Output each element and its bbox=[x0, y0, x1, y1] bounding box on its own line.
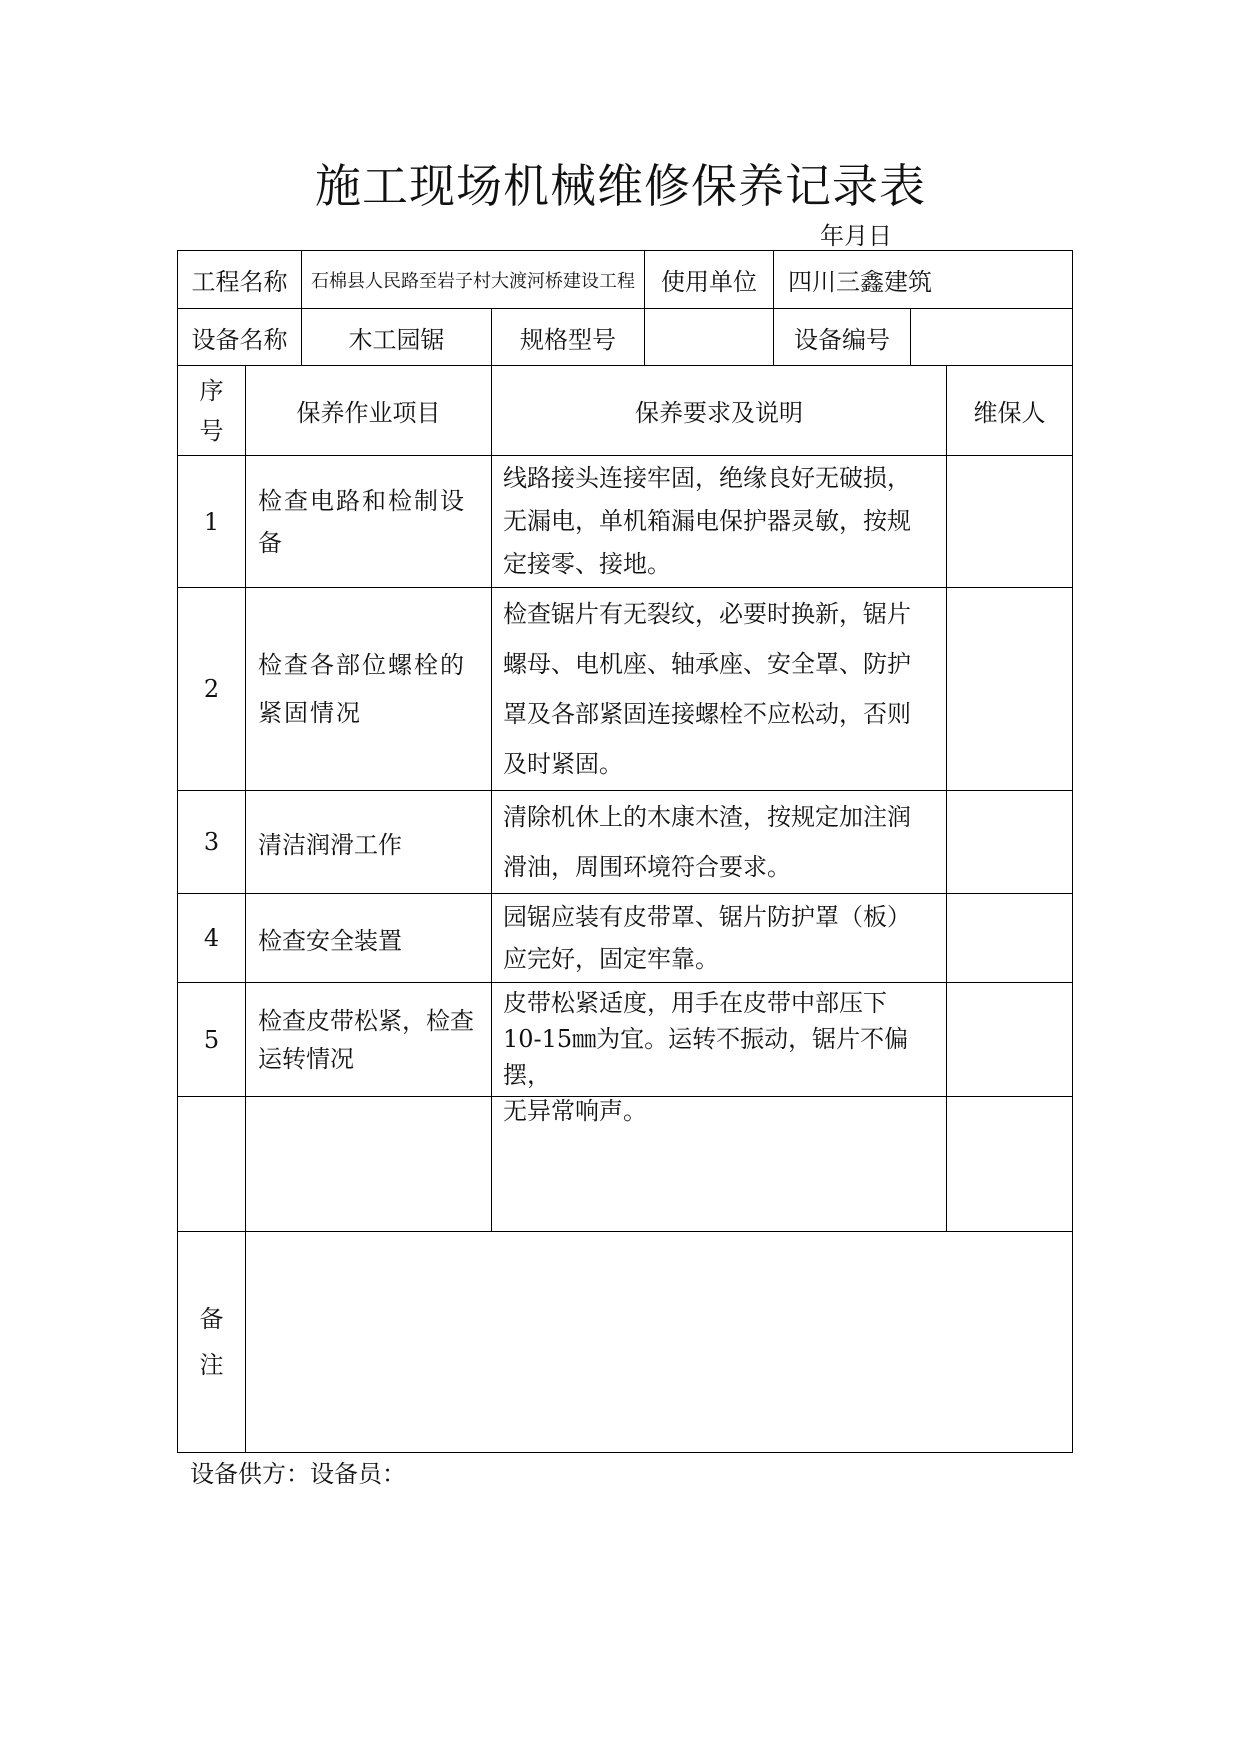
row-5-seq: 5 bbox=[203, 1025, 220, 1054]
row-5-item-line: 运转情况 bbox=[258, 1044, 354, 1073]
date-label: 年月日 bbox=[820, 222, 892, 250]
equipment-no-label: 设备编号 bbox=[794, 325, 890, 354]
equipment-no-value bbox=[911, 309, 1072, 365]
row-5-item bbox=[258, 983, 488, 1096]
row-2-seq: 2 bbox=[203, 675, 220, 703]
row-1-item-line: 备 bbox=[258, 528, 284, 557]
row-3-maintainer bbox=[947, 791, 1072, 893]
row-5-requirement-line: 10-15㎜为宜。运转不振动，锯片不偏摆， bbox=[503, 1025, 909, 1089]
row-1-item-line: 检查电路和检制设 bbox=[258, 486, 466, 515]
row-3-seq: 3 bbox=[203, 828, 220, 856]
row-1-item bbox=[258, 456, 488, 587]
row-4-requirement bbox=[503, 894, 943, 982]
remarks-label-line1: 备 bbox=[199, 1305, 224, 1333]
row-5-item-line: 检查皮带松紧，检查 bbox=[258, 1006, 474, 1035]
footer-signatures: 设备供方：设备员： bbox=[190, 1460, 406, 1488]
page-title: 施工现场机械维修保养记录表 bbox=[315, 159, 926, 213]
row-1-seq: 1 bbox=[203, 507, 220, 536]
column-header-item: 保养作业项目 bbox=[296, 399, 441, 427]
row-2-requirement-line: 螺母、电机座、轴承座、安全罩、防护 bbox=[503, 650, 911, 678]
row-1-requirement bbox=[503, 456, 943, 587]
row-3-item-line: 清洁润滑工作 bbox=[258, 830, 402, 859]
row-1-maintainer bbox=[947, 456, 1072, 587]
row-3-requirement bbox=[503, 791, 943, 893]
row-2-requirement-line: 罩及各部紧固连接螺栓不应松动，否则 bbox=[503, 700, 911, 728]
remarks-label bbox=[178, 1232, 245, 1452]
model-value bbox=[645, 309, 773, 365]
column-header-seq bbox=[178, 366, 245, 455]
user-unit-label: 使用单位 bbox=[661, 268, 757, 296]
row-5-requirement-line: 皮带松紧适度，用手在皮带中部压下 bbox=[503, 989, 887, 1017]
row-2-requirement-line: 及时紧固。 bbox=[503, 750, 623, 778]
equipment-name-label: 设备名称 bbox=[191, 325, 288, 354]
user-unit-value: 四川三鑫建筑 bbox=[788, 268, 932, 296]
row-5-maintainer bbox=[947, 983, 1072, 1096]
row-2-maintainer bbox=[947, 588, 1072, 790]
row-4-requirement-line: 应完好，固定牢靠。 bbox=[503, 945, 719, 973]
row-3-requirement-line: 滑油，周围环境符合要求。 bbox=[503, 853, 791, 881]
project-name-value: 石棉县人民路至岩子村大渡河桥建设工程 bbox=[311, 270, 635, 292]
row-2-requirement bbox=[503, 588, 943, 790]
row-3-requirement-line: 清除机休上的木康木渣，按规定加注润 bbox=[503, 803, 911, 831]
remarks-content bbox=[246, 1232, 1072, 1452]
model-label: 规格型号 bbox=[520, 325, 616, 354]
row-4-maintainer bbox=[947, 894, 1072, 982]
row-2-requirement-line: 检查锯片有无裂纹，必要时换新，锯片 bbox=[503, 600, 911, 628]
row-4-seq: 4 bbox=[203, 924, 220, 952]
row-2-item bbox=[258, 588, 488, 790]
column-header-maintainer: 维保人 bbox=[973, 399, 1046, 427]
row-1-requirement-line: 线路接头连接牢固，绝缘良好无破损， bbox=[503, 464, 911, 492]
remarks-label-line2: 注 bbox=[199, 1351, 224, 1379]
row-4-requirement-line: 园锯应装有皮带罩、锯片防护罩（板） bbox=[503, 903, 911, 931]
column-header-requirement: 保养要求及说明 bbox=[635, 399, 803, 427]
row-4-item-line: 检查安全装置 bbox=[258, 926, 402, 955]
row-1-requirement-line: 无漏电，单机箱漏电保护器灵敏，按规 bbox=[503, 507, 911, 535]
row-5-requirement bbox=[503, 983, 943, 1125]
equipment-name-value: 木工园锯 bbox=[348, 325, 445, 354]
row-3-item bbox=[258, 791, 488, 893]
column-header-seq-line1: 序 bbox=[199, 376, 224, 405]
column-header-seq-line2: 号 bbox=[199, 416, 224, 445]
project-name-label: 工程名称 bbox=[191, 268, 288, 296]
row-1-requirement-line: 定接零、接地。 bbox=[503, 550, 671, 578]
row-5-requirement-line: 无异常响声。 bbox=[503, 1097, 647, 1125]
row-2-item-line: 检查各部位螺栓的 bbox=[258, 651, 466, 679]
row-2-item-line: 紧固情况 bbox=[258, 699, 362, 727]
row-4-item bbox=[258, 894, 488, 982]
